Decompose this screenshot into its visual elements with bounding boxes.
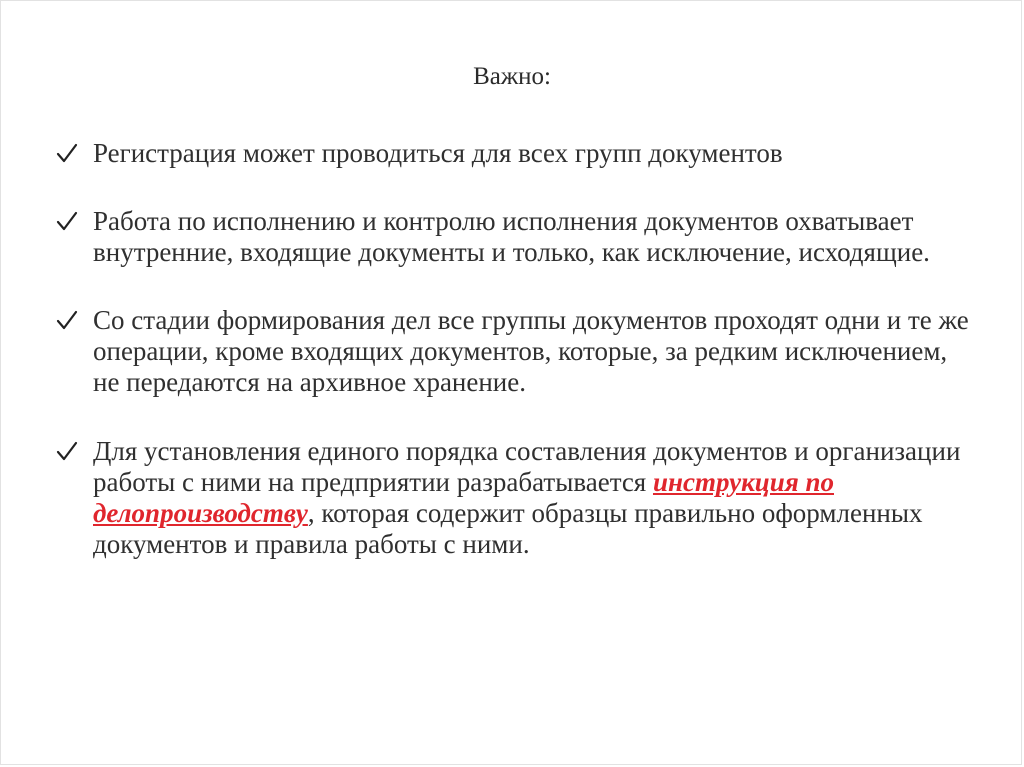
bullet-item [56,206,976,268]
bullet-text: Со стадии формирования дел все группы документов проходят одни и те же операции, кроме входящих документов, которые, за редким исключением, не передаются на архивное хранение. [93,305,969,397]
bullet-text-before: Для установления единого порядка составления документов и организации работы с ними на предприятии разрабатывается [93,436,961,497]
bullet-text: Работа по исполнению и контролю исполнения документов охватывает внутренние, входящие документы и только, как исключение, исходящие. [93,206,930,267]
bullet-item [56,138,976,169]
checkmark-icon [56,310,78,330]
bullet-item [56,305,976,398]
checkmark-icon [56,441,78,461]
bullet-text-after: , которая содержит образцы правильно оформленных документов и правила работы с ними. [93,498,923,559]
highlighted-term: инструкция по делопроизводству [93,467,834,528]
bullet-list [56,138,976,560]
slide-title: Важно: [473,63,551,90]
bullet-text: Регистрация может проводиться для всех групп документов [93,138,783,168]
checkmark-icon [56,143,78,163]
checkmark-icon [56,211,78,231]
bullet-item [56,436,976,560]
